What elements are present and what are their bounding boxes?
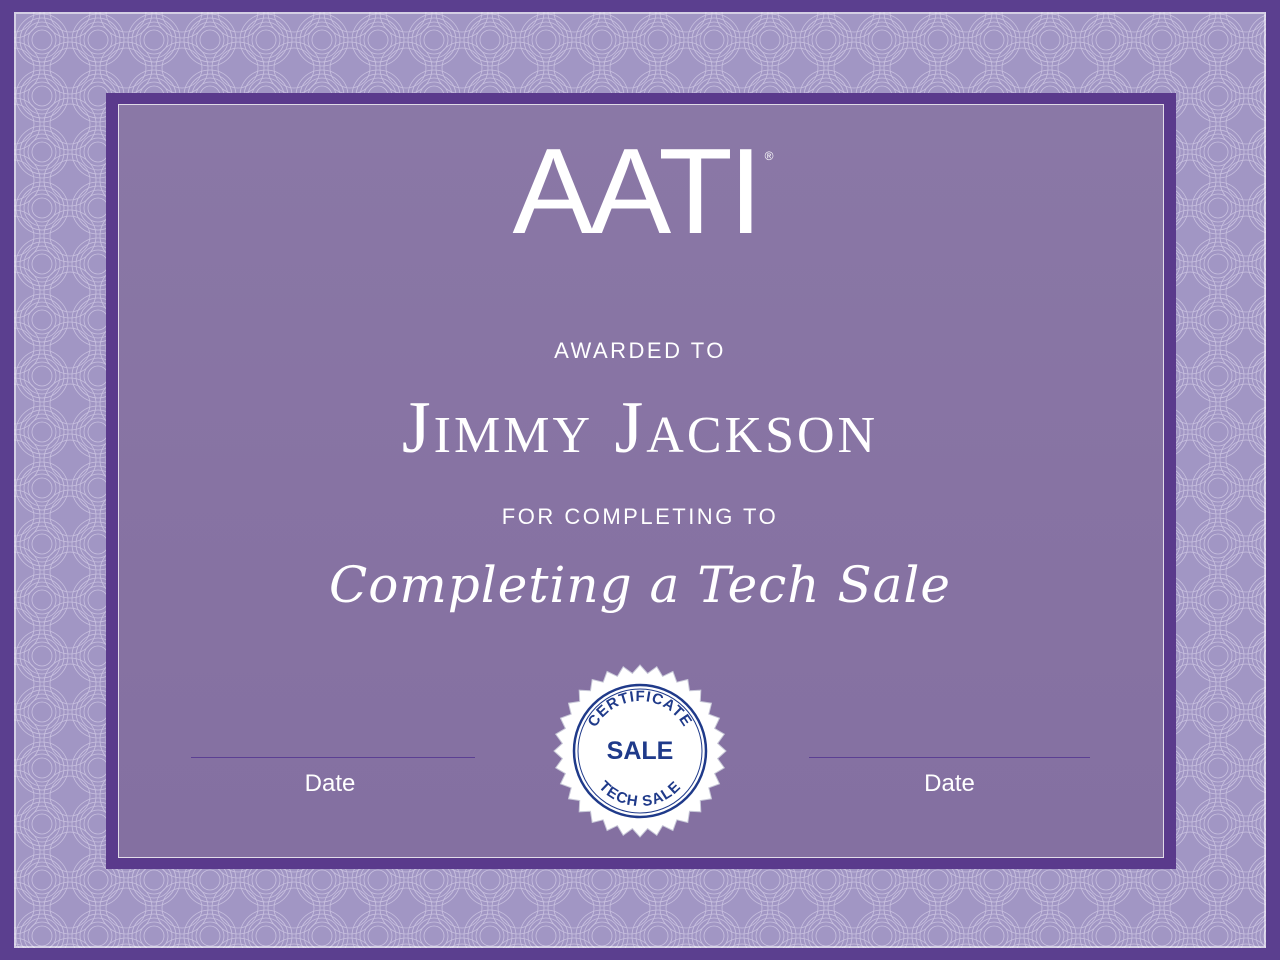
awarded-to-label: AWARDED TO <box>554 338 726 363</box>
aati-logo <box>0 123 1280 259</box>
achievement-title: Completing a Tech Sale <box>328 556 952 614</box>
date-label-left: Date <box>304 770 356 797</box>
signature-line-left <box>191 757 475 758</box>
logo-text: AATI <box>512 123 759 259</box>
date-label-right: Date <box>924 770 975 797</box>
certificate-seal-badge <box>553 664 727 838</box>
registered-mark: ® <box>764 149 774 163</box>
signature-line-right <box>809 757 1090 758</box>
for-completing-label: FOR COMPLETING TO <box>501 504 779 529</box>
seal-top-text: CERTIFICATE <box>584 687 696 731</box>
seal-bottom-text: TECH SALE <box>595 777 685 811</box>
recipient-name: Jimmy Jackson <box>401 387 879 469</box>
seal-center-text: SALE <box>606 737 674 765</box>
